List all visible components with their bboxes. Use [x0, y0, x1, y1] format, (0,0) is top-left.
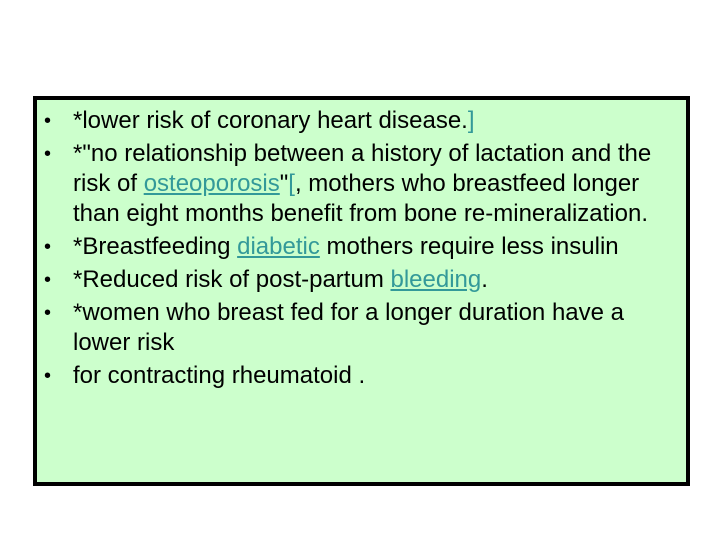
reference-link[interactable]: [ [288, 170, 295, 197]
diabetic-link[interactable]: diabetic [237, 233, 320, 260]
list-item [37, 232, 686, 262]
list-item [37, 298, 686, 358]
bullet-text: *"no relationship between a history of lactation and the risk of [73, 140, 652, 197]
bullet-text: mothers require less insulin [319, 233, 619, 260]
bullet-marker: • [44, 143, 52, 165]
list-item [37, 106, 686, 136]
bullet-text: for contracting rheumatoid . [73, 362, 366, 389]
list-item [37, 265, 686, 295]
list-item [37, 361, 686, 391]
bullet-marker: • [44, 236, 52, 258]
bullet-text: *Reduced risk of post-partum [73, 266, 391, 293]
bullet-text: *lower risk of coronary heart disease. [73, 107, 468, 134]
osteoporosis-link[interactable]: osteoporosis [143, 170, 280, 197]
bullet-text: " [279, 170, 289, 197]
bullet-text: . [481, 266, 488, 293]
bullet-marker: • [44, 302, 52, 324]
list-item [37, 139, 686, 229]
bullet-marker: • [44, 110, 52, 132]
bullet-marker: • [44, 365, 52, 387]
bullet-marker: • [44, 269, 52, 291]
bleeding-link[interactable]: bleeding [390, 266, 482, 293]
bullet-text: , mothers who breastfeed longer than eight months benefit from bone re-mineralization. [73, 170, 648, 227]
bullet-text: *Breastfeeding [73, 233, 238, 260]
bullet-list [37, 106, 686, 394]
bullet-text: *women who breast fed for a longer duration have a lower risk [73, 299, 625, 356]
reference-link[interactable]: ] [467, 107, 475, 134]
content-box [33, 96, 690, 486]
